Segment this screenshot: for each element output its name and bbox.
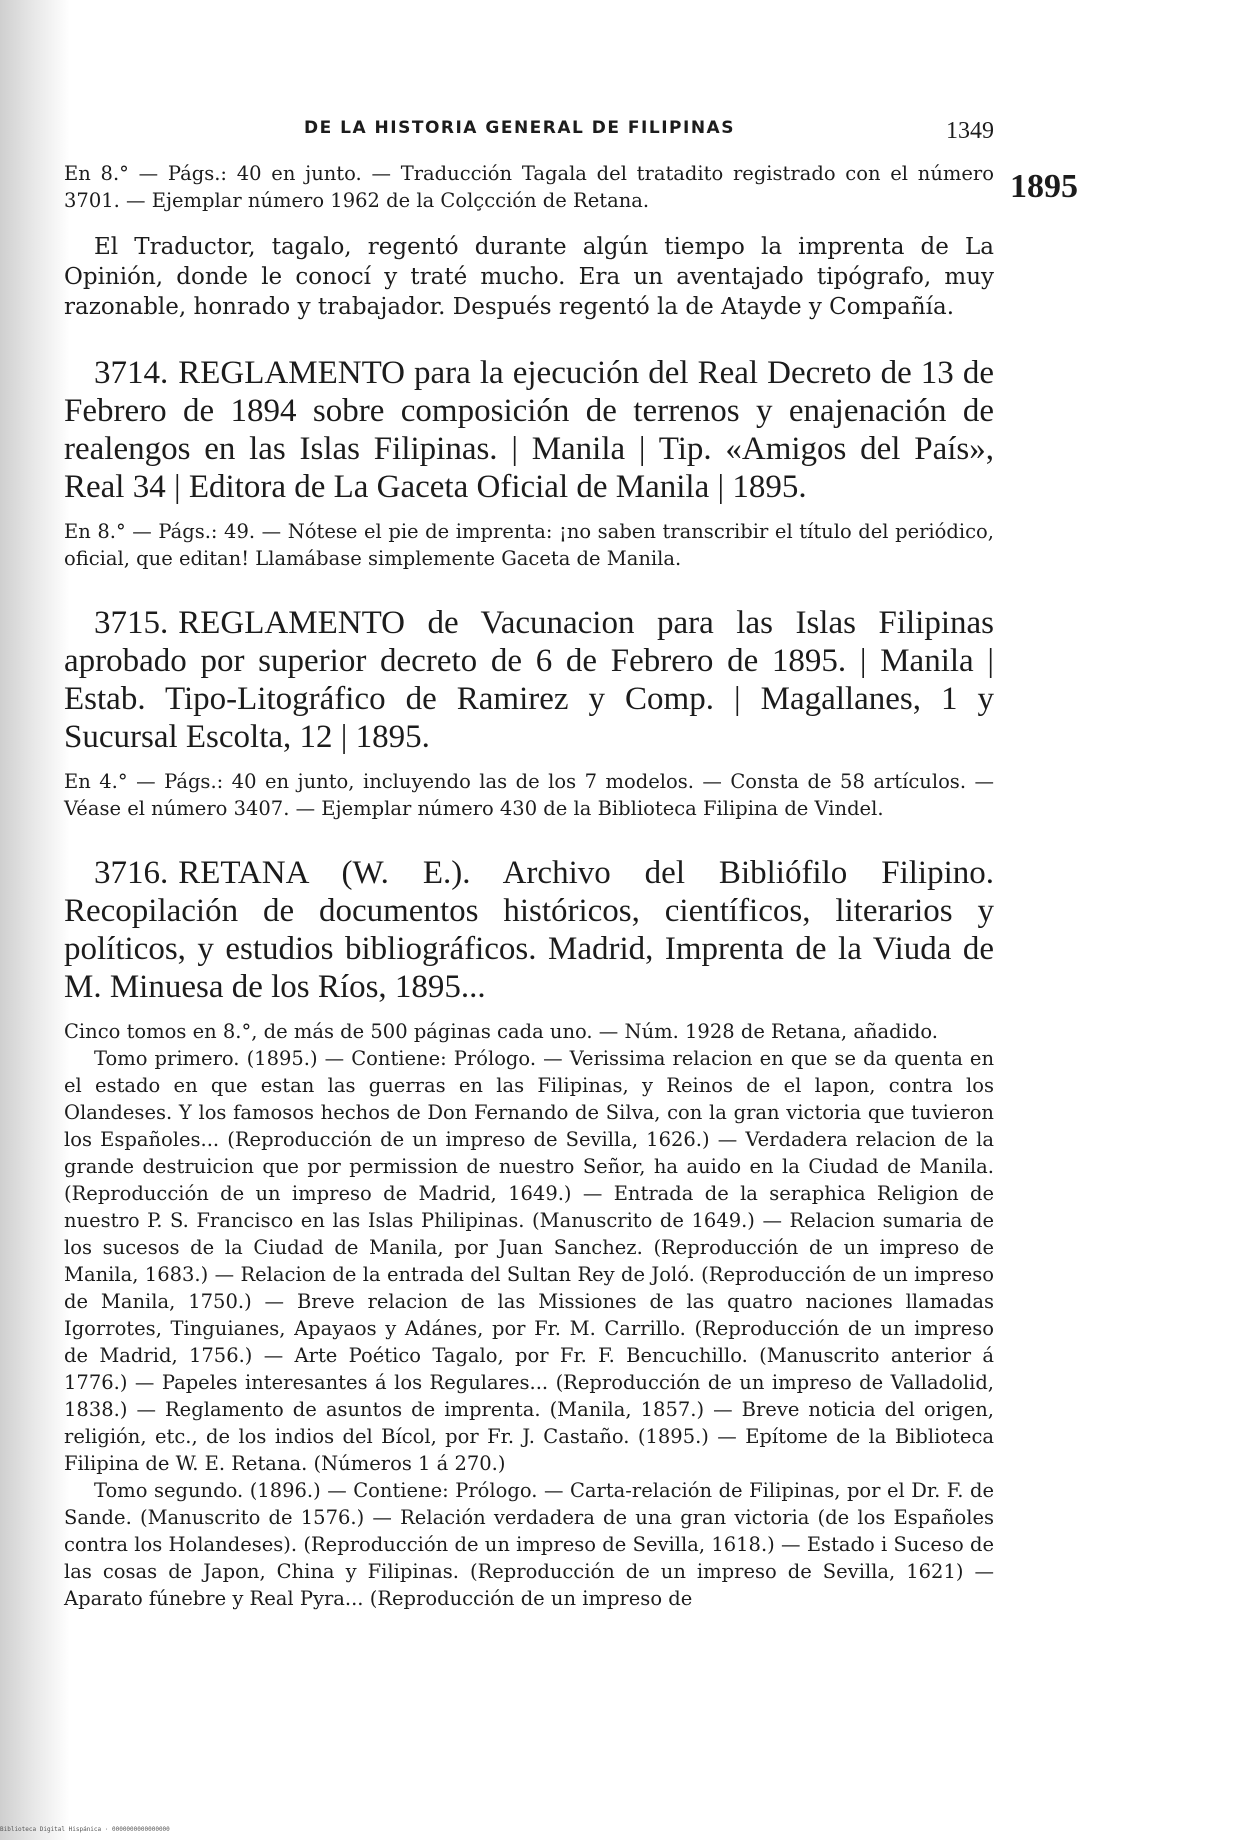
entry-number: 3714.: [94, 355, 169, 391]
page-number: 1349: [946, 118, 994, 144]
entry-note: Cinco tomos en 8.°, de más de 500 páginas cada uno. — Núm. 1928 de Retana, añadido.: [64, 1020, 938, 1043]
translator-paragraph: El Traductor, tagalo, regentó durante algún tiempo la imprenta de La Opinión, donde le conocí y traté mucho. Era un aventajado tipógrafo, muy razonable, honrado y trabajador. Después regentó la de Atayde y Compañía.: [64, 234, 994, 320]
page-body: [64, 160, 994, 1612]
scan-edge-shadow: [0, 0, 70, 1840]
entry-number: 3715.: [94, 605, 169, 641]
running-header: [304, 118, 994, 144]
entry-note: Tomo segundo. (1896.) — Contiene: Prólogo. — Carta-relación de Filipinas, por el Dr. F. de Sande. (Manuscrito de 1576.) — Relación verdadera de una gran victoria (de los Españoles contra los Holandeses). (Reproducción de un impreso de Sevilla, 1618.) — Estado i Suceso de las cosas de Japon, China y Filipinas. (Reproducción de un impreso de Sevilla, 1621) — Aparato fúnebre y Real Pyra... (Reproducción de un impreso de: [64, 1479, 994, 1610]
footer-stamp: Biblioteca Digital Hispánica · 0000000000000000: [0, 1826, 170, 1833]
intro-note: En 8.° — Págs.: 40 en junto. — Traducción Tagala del tratadito registrado con el número 3701. — Ejemplar número 1962 de la Colçcción de Retana.: [64, 162, 994, 212]
entry-3716: [64, 854, 994, 1612]
entry-note: Tomo primero. (1895.) — Contiene: Prólogo. — Verissima relacion en que se da quenta en el estado en que estan las guerras en las Filipinas, y Reinos de el lapon, contra los Olandeses. Y los famosos hechos de Don Fernando de Silva, con la gran victoria que tuvieron los Españoles... (Reproducción de un impreso de Sevilla, 1626.) — Verdadera relacion de la grande destruicion que por permission de nuestro Señor, ha auido en la Ciudad de Manila. (Reproducción de un impreso de Madrid, 1649.) — Entrada de la seraphica Religion de nuestro P. S. Francisco en las Islas Philipinas. (Manuscrito de 1649.) — Relacion sumaria de los sucesos de la Ciudad de Manila, por Juan Sanchez. (Reproducción de un impreso de Manila, 1683.) — Relacion de la entrada del Sultan Rey de Joló. (Reproducción de un impreso de Manila, 1750.) — Breve relacion de las Missiones de las quatro naciones llamadas Igorrotes, Tinguianes, Apayaos y Adánes, por Fr. M. Carrillo. (Reproducción de un impreso de Madrid, 1756.) — Arte Poético Tagalo, por Fr. F. Bencuchillo. (Manuscrito anterior á 1776.) — Papeles interesantes á los Regulares... (Reproducción de un impreso de Valladolid, 1838.) — Reglamento de asuntos de imprenta. (Manila, 1857.) — Breve noticia del origen, religión, etc., de los indios del Bícol, por Fr. J. Castaño. (1895.) — Epítome de la Biblioteca Filipina de W. E. Retana. (Números 1 á 270.): [64, 1047, 994, 1475]
entry-title: REGLAMENTO para la ejecución del Real Decreto de 13 de Febrero de 1894 sobre composición de terrenos y enajenación de realengos en las Islas Filipinas. | Manila | Tip. «Amigos del País», Real 34 | Editora de La Gaceta Oficial de Manila | 1895.: [64, 355, 994, 505]
entry-3715: [64, 604, 994, 822]
entry-note: En 8.° — Págs.: 49. — Nótese el pie de imprenta: ¡no saben transcribir el título del periódico, oficial, que editan! Llamábase simplemente Gaceta de Manila.: [64, 520, 994, 570]
entry-title: RETANA (W. E.). Archivo del Bibliófilo Filipino. Recopilación de documentos históricos, científicos, literarios y políticos, y estudios bibliográficos. Madrid, Imprenta de la Viuda de M. Minuesa de los Ríos, 1895...: [64, 855, 994, 1005]
entry-note: En 4.° — Págs.: 40 en junto, incluyendo las de los 7 modelos. — Consta de 58 artículos. — Véase el número 3407. — Ejemplar número 430 de la Biblioteca Filipina de Vindel.: [64, 770, 994, 820]
margin-year: 1895: [1010, 168, 1078, 205]
entry-title: REGLAMENTO de Vacunacion para las Islas Filipinas aprobado por superior decreto de 6 de Febrero de 1895. | Manila | Estab. Tipo-Litográfico de Ramirez y Comp. | Magallanes, 1 y Sucursal Escolta, 12 | 1895.: [64, 605, 994, 755]
entry-3714: [64, 354, 994, 572]
entry-number: 3716.: [94, 855, 169, 891]
running-title: DE LA HISTORIA GENERAL DE FILIPINAS: [304, 118, 735, 138]
